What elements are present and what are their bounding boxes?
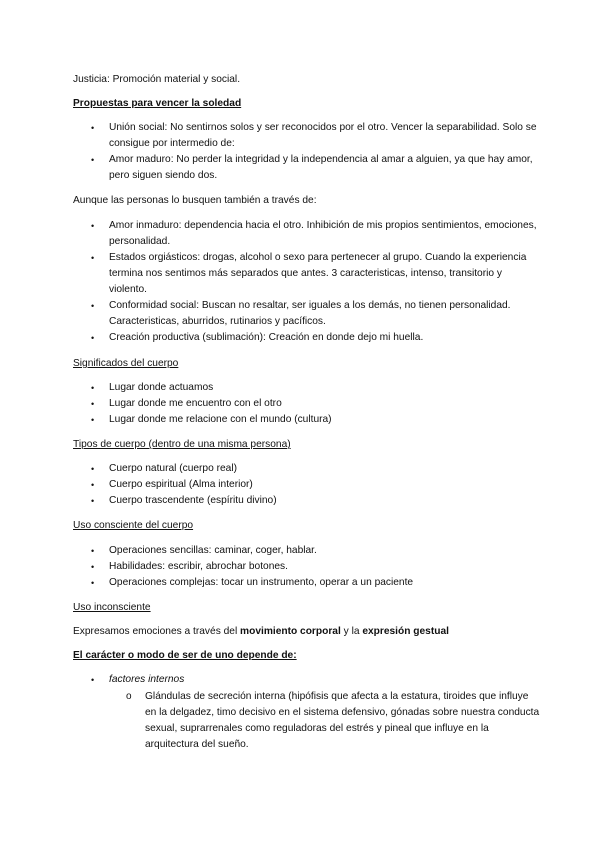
list-item: • Lugar donde actuamos (0, 380, 600, 396)
aunque-line: Aunque las personas lo busquen también a través de: (73, 195, 317, 206)
list-item: • Operaciones complejas: tocar un instrumento, operar a un paciente (0, 575, 600, 591)
list-item: • Cuerpo natural (cuerpo real) (0, 461, 600, 477)
list-aunque (0, 218, 600, 346)
list-item: • Cuerpo trascendente (espíritu divino) (0, 493, 600, 509)
heading-significados: Significados del cuerpo (73, 358, 179, 369)
circle-bullet-icon: o (126, 691, 132, 702)
bullet-icon: • (91, 415, 95, 425)
list-glandulas (0, 689, 600, 753)
bullet-icon: • (91, 496, 95, 506)
bullet-icon: • (91, 333, 95, 343)
justicia-line: Justicia: Promoción material y social. (73, 74, 241, 85)
bullet-icon: • (91, 155, 95, 165)
bullet-icon: • (91, 546, 95, 556)
list-item: • Unión social: No sentirnos solos y ser reconocidos por el otro. Vencer la separabilidad. Solo se consigue por intermedio de: (91, 122, 537, 149)
list-item: • factores internos (0, 672, 600, 688)
bullet-icon: • (91, 253, 95, 263)
list-item: • Operaciones sencillas: caminar, coger, hablar. (0, 543, 600, 559)
list-item: • Lugar donde me relacione con el mundo (cultura) (0, 412, 600, 428)
list-uso-consciente (0, 543, 600, 591)
expresamos-line: Expresamos emociones a través del movimiento corporal y la expresión gestual (73, 626, 449, 637)
bullet-icon: • (91, 464, 95, 474)
bullet-icon: • (91, 383, 95, 393)
list-item: • Amor inmaduro: dependencia hacia el otro. Inhibición de mis propios sentimientos, emociones, personalidad. (91, 220, 537, 247)
heading-caracter: El carácter o modo de ser de uno depende de: (73, 650, 297, 661)
bullet-icon: • (91, 562, 95, 572)
heading-propuestas: Propuestas para vencer la soledad (73, 98, 242, 109)
list-item: • Creación productiva (sublimación): Creación en donde dejo mi huella. (0, 330, 600, 346)
list-item: • Amor maduro: No perder la integridad y la independencia al amar a alguien, ya que hay amor, pero siguen siendo dos. (91, 154, 533, 181)
list-item: • Habilidades: escribir, abrochar botones. (0, 559, 600, 575)
bullet-icon: • (91, 399, 95, 409)
list-propuestas (0, 120, 600, 184)
list-item: o Glándulas de secreción interna (hipófisis que afecta a la estatura, tiroides que influye en la delgadez, timo decisivo en el sistema defensivo, gónadas sobre nuestra conducta sexual, suprarrenales como reguladoras del estrés y pineal que influye en la arquitectura del sueño. (126, 691, 540, 750)
list-significados (0, 380, 600, 428)
heading-uso-consciente: Uso consciente del cuerpo (73, 520, 194, 531)
bullet-icon: • (91, 675, 95, 685)
bullet-icon: • (91, 301, 95, 311)
list-factores (0, 672, 600, 688)
list-item: • Lugar donde me encuentro con el otro (0, 396, 600, 412)
bullet-icon: • (91, 123, 95, 133)
list-tipos (0, 461, 600, 509)
heading-uso-inconsciente: Uso inconsciente (73, 602, 151, 613)
list-item: • Cuerpo espiritual (Alma interior) (0, 477, 600, 493)
heading-tipos: Tipos de cuerpo (dentro de una misma persona) (73, 439, 291, 450)
list-item: • Conformidad social: Buscan no resaltar, ser iguales a los demás, no tienen personalidad. Caracteristicas, aburridos, rutinarios y pacíficos. (91, 300, 511, 327)
bullet-icon: • (91, 578, 95, 588)
list-item: • Estados orgiásticos: drogas, alcohol o sexo para pertenecer al grupo. Cuando la experiencia termina nos sentimos más separados que antes. 3 caracteristicas, intenso, transitorio y violento. (91, 252, 527, 295)
bullet-icon: • (91, 480, 95, 490)
bullet-icon: • (91, 221, 95, 231)
